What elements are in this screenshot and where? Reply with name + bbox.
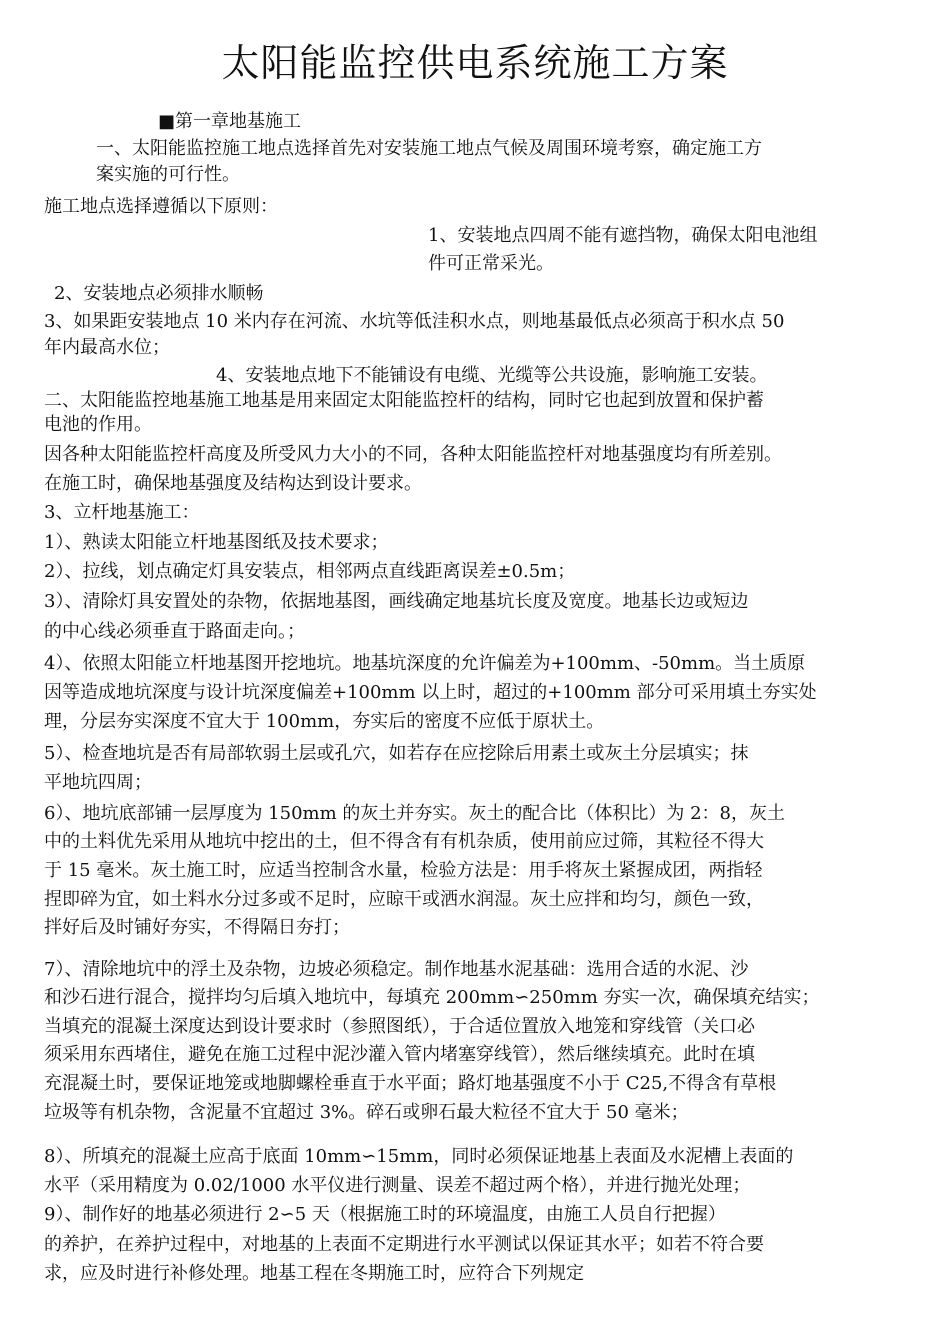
text-line: 年内最高水位； (44, 337, 170, 358)
text-line: 水平（采用精度为 0.02/1000 水平仪进行测量、误差不超过两个格），并进行抛光处理； (44, 1175, 751, 1196)
text-line: 1、安装地点四周不能有遮挡物，确保太阳电池组 (428, 225, 818, 246)
text-line: 须采用东西堵住，避免在施工过程中泥沙灌入管内堵塞穿线管），然后继续填充。此时在填 (44, 1044, 755, 1065)
text-line: 8）、所填充的混凝土应高于底面 10mm∽15mm，同时必须保证地基上表面及水泥槽上表面的 (44, 1146, 794, 1167)
text-line: 2、安装地点必须排水顺畅 (54, 283, 264, 304)
text-line: 在施工时，确保地基强度及结构达到设计要求。 (44, 473, 422, 494)
text-line: 2）、拉线，划点确定灯具安装点，相邻两点直线距离误差±0.5m； (44, 561, 576, 582)
text-line: 理，分层夯实深度不宜大于 100mm，夯实后的密度不应低于原状土。 (44, 711, 605, 732)
text-line: 件可正常采光。 (428, 253, 554, 274)
text-line: 捏即碎为宜，如土料水分过多或不足时，应晾干或洒水润湿。灰土应拌和均匀，颜色一致， (44, 889, 764, 910)
text-line: 二、太阳能监控地基施工地基是用来固定太阳能监控杆的结构，同时它也起到放置和保护蓄 (44, 390, 764, 411)
text-line: ■第一章地基施工 (158, 111, 302, 132)
text-line: 3）、清除灯具安置处的杂物，依据地基图，画线确定地基坑长度及宽度。地基长边或短边 (44, 591, 749, 612)
text-line: 中的土料优先采用从地坑中挖出的土，但不得含有有机杂质，使用前应过筛，其粒径不得大 (44, 831, 764, 852)
text-line: 拌好后及时铺好夯实，不得隔日夯打； (44, 917, 350, 938)
page-title: 太阳能监控供电系统施工方案 (221, 41, 729, 85)
text-line: 4、安装地点地下不能铺设有电缆、光缆等公共设施，影响施工安装。 (216, 365, 768, 386)
text-line: 9）、制作好的地基必须进行 2∽5 天（根据施工时的环境温度，由施工人员自行把握） (44, 1204, 726, 1225)
text-line: 充混凝土时，要保证地笼或地脚螺栓垂直于水平面；路灯地基强度不小于 C25,不得含有草根 (44, 1073, 777, 1094)
text-line: 4）、依照太阳能立杆地基图开挖地坑。地基坑深度的允许偏差为+100mm、-50mm。当土质原 (44, 653, 806, 674)
text-line: 施工地点选择遵循以下原则： (44, 196, 278, 217)
text-line: 的中心线必须垂直于路面走向。； (44, 621, 305, 642)
text-line: 求，应及时进行补修处理。地基工程在冬期施工时，应符合下列规定 (44, 1263, 584, 1284)
text-line: 6）、地坑底部铺一层厚度为 150mm 的灰土并夯实。灰土的配合比（体积比）为 2：8，灰土 (44, 803, 786, 824)
text-line: 案实施的可行性。 (96, 164, 240, 185)
text-line: 垃圾等有机杂物，含泥量不宜超过 3%。碎石或卵石最大粒径不宜大于 50 毫米； (44, 1102, 689, 1123)
text-line: 和沙石进行混合，搅拌均匀后填入地坑中，每填充 200mm∽250mm 夯实一次，确保填充结实； (44, 987, 820, 1008)
text-line: 因等造成地坑深度与设计坑深度偏差+100mm 以上时，超过的+100mm 部分可采用填土夯实处 (44, 682, 817, 703)
text-line: 当填充的混凝土深度达到设计要求时（参照图纸），于合适位置放入地笼和穿线管（关口必 (44, 1016, 755, 1037)
text-line: 电池的作用。 (44, 414, 152, 435)
text-line: 1）、熟读太阳能立杆地基图纸及技术要求； (44, 532, 389, 553)
text-line: 的养护，在养护过程中，对地基的上表面不定期进行水平测试以保证其水平；如若不符合要 (44, 1234, 764, 1255)
text-line: 3、立杆地基施工： (44, 502, 200, 523)
text-line: 平地坑四周； (44, 772, 152, 793)
text-line: 3、如果距安装地点 10 米内存在河流、水坑等低洼积水点，则地基最低点必须高于积水点 50 (44, 311, 785, 332)
text-line: 因各种太阳能监控杆高度及所受风力大小的不同，各种太阳能监控杆对地基强度均有所差别。 (44, 444, 782, 465)
text-line: 7）、清除地坑中的浮土及杂物，边坡必须稳定。制作地基水泥基础：选用合适的水泥、沙 (44, 959, 749, 980)
text-line: 5）、检查地坑是否有局部软弱土层或孔穴，如若存在应挖除后用素土或灰土分层填实；抹 (44, 743, 749, 764)
text-line: 一、太阳能监控施工地点选择首先对安装施工地点气候及周围环境考察，确定施工方 (96, 138, 762, 159)
text-line: 于 15 毫米。灰土施工时，应适当控制含水量，检验方法是：用手将灰土紧握成团，两指轻 (44, 860, 763, 881)
